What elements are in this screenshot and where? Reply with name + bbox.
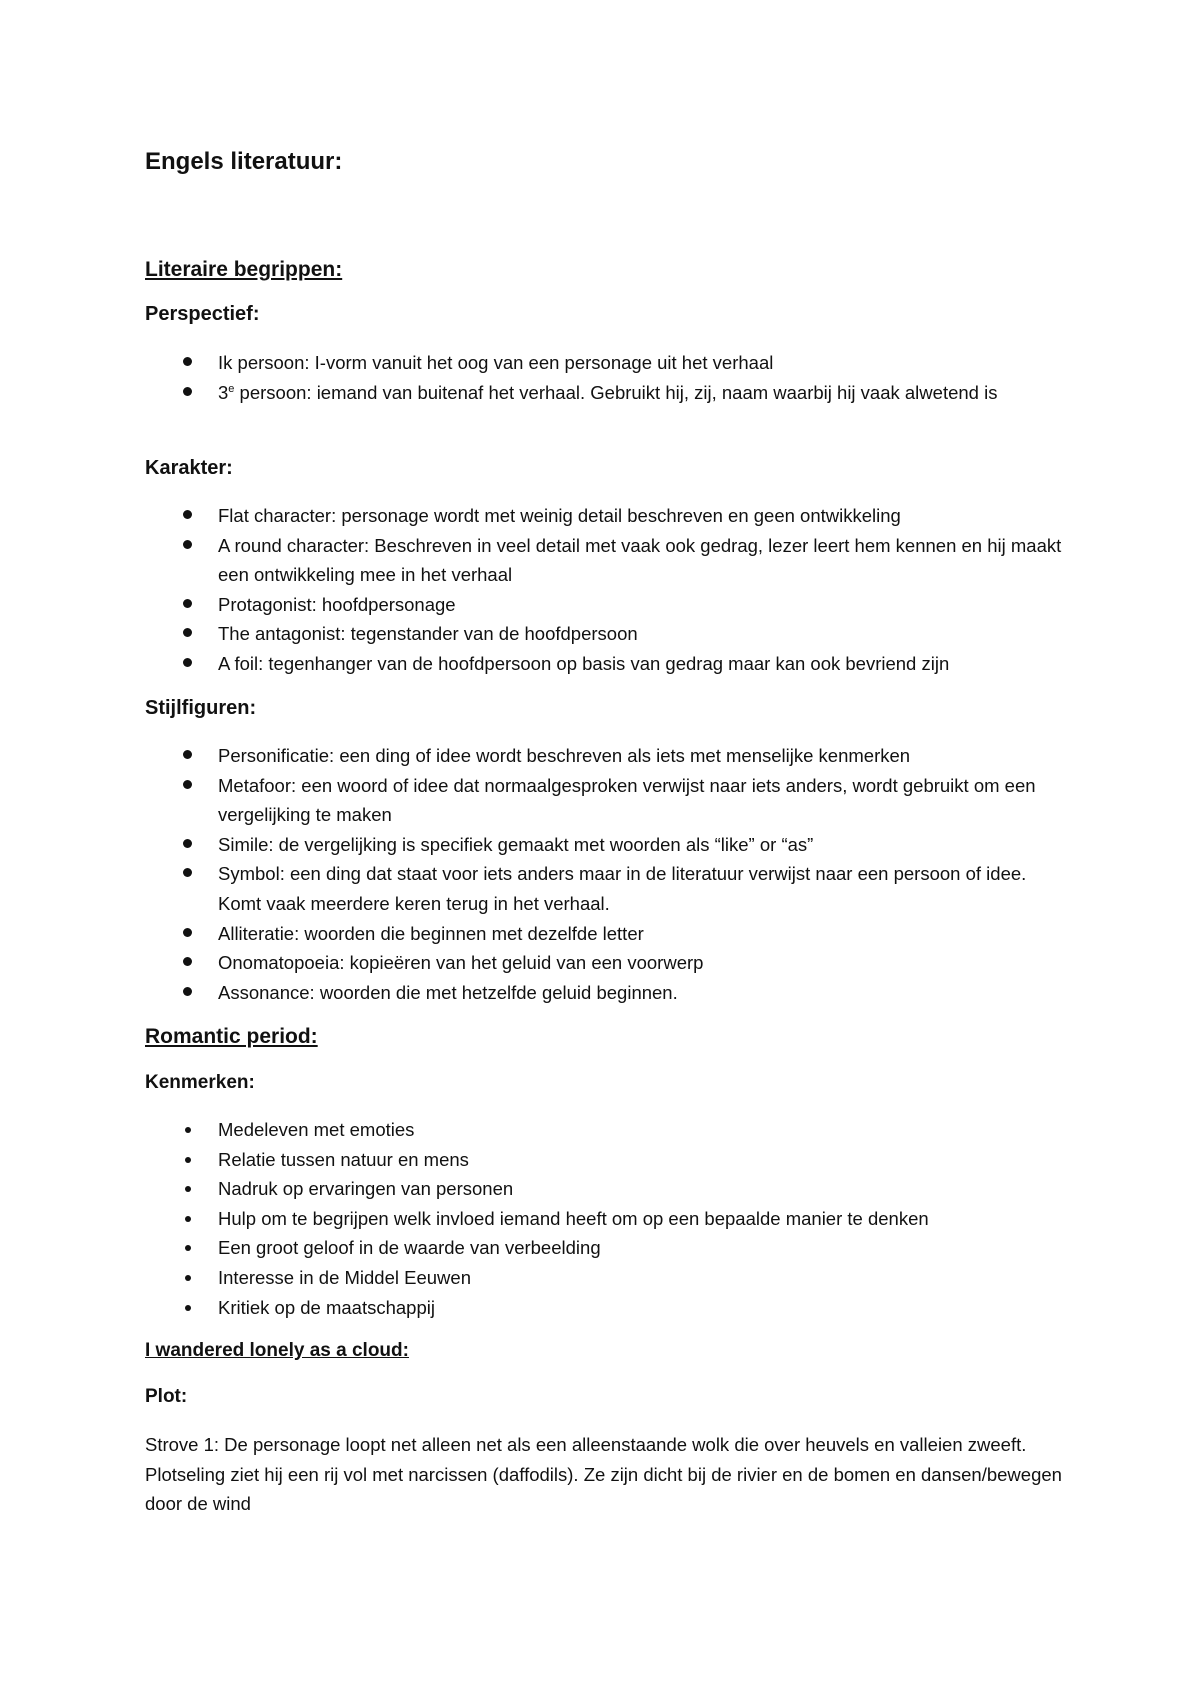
bullet-icon <box>183 750 192 759</box>
list-item: Nadruk op ervaringen van personen <box>0 1174 1200 1204</box>
list-item: Simile: de vergelijking is specifiek gemaakt met woorden als “like” or “as” <box>0 830 1200 860</box>
bullet-icon <box>183 599 192 608</box>
kenmerken-list <box>0 1115 1200 1322</box>
section-heading-literaire-begrippen: Literaire begrippen: <box>145 258 343 281</box>
bullet-icon <box>183 510 192 519</box>
list-item: Alliteratie: woorden die beginnen met dezelfde letter <box>0 919 1200 949</box>
bullet-icon <box>183 868 192 877</box>
list-item: Een groot geloof in de waarde van verbeelding <box>0 1233 1200 1263</box>
subheading-perspectief: Perspectief: <box>145 303 260 325</box>
list-item: Symbol: een ding dat staat voor iets anders maar in de literatuur verwijst naar een persoon of idee. Komt vaak meerdere keren terug in het verhaal. <box>0 859 1200 918</box>
karakter-list <box>0 501 1200 679</box>
subheading-plot: Plot: <box>145 1386 188 1407</box>
bullet-icon <box>183 387 192 396</box>
list-item: 3e persoon: iemand van buitenaf het verhaal. Gebruikt hij, zij, naam waarbij hij vaak alwetend is <box>0 378 1200 408</box>
bullet-icon <box>185 1216 191 1222</box>
subheading-karakter: Karakter: <box>145 457 233 479</box>
list-item: A foil: tegenhanger van de hoofdpersoon op basis van gedrag maar kan ook bevriend zijn <box>0 649 1200 679</box>
list-item: Hulp om te begrijpen welk invloed iemand heeft om op een bepaalde manier te denken <box>0 1204 1200 1234</box>
bullet-icon <box>185 1186 191 1192</box>
bullet-icon <box>183 928 192 937</box>
bullet-icon <box>185 1127 191 1133</box>
bullet-icon <box>183 540 192 549</box>
subheading-stijlfiguren: Stijlfiguren: <box>145 697 257 719</box>
bullet-icon <box>183 780 192 789</box>
list-item: Kritiek op de maatschappij <box>0 1293 1200 1323</box>
bullet-icon <box>185 1157 191 1163</box>
bullet-icon <box>183 357 192 366</box>
perspectief-list <box>0 348 1200 407</box>
list-item: Personificatie: een ding of idee wordt beschreven als iets met menselijke kenmerken <box>0 741 1200 771</box>
list-item: Interesse in de Middel Eeuwen <box>0 1263 1200 1293</box>
subheading-poem-title: I wandered lonely as a cloud: <box>145 1340 409 1361</box>
bullet-icon <box>185 1245 191 1251</box>
list-item: Medeleven met emoties <box>0 1115 1200 1145</box>
list-item: A round character: Beschreven in veel detail met vaak ook gedrag, lezer leert hem kennen en hij maakt een ontwikkeling mee in het verhaal <box>0 531 1200 590</box>
list-item: Metafoor: een woord of idee dat normaalgesproken verwijst naar iets anders, wordt gebruikt om een vergelijking te maken <box>0 771 1200 830</box>
list-item: Assonance: woorden die met hetzelfde geluid beginnen. <box>0 978 1200 1008</box>
bullet-icon <box>183 839 192 848</box>
list-item: The antagonist: tegenstander van de hoofdpersoon <box>0 619 1200 649</box>
bullet-icon <box>183 987 192 996</box>
stijlfiguren-list <box>0 741 1200 1007</box>
paragraph-strove-1: Strove 1: De personage loopt net alleen net als een alleenstaande wolk die over heuvels en valleien zweeft. Plotseling ziet hij een rij vol met narcissen (daffodils). Ze zijn dicht bij de rivier en de bomen en dansen/bewegen door de wind <box>145 1434 1062 1515</box>
list-item: Onomatopoeia: kopieëren van het geluid van een voorwerp <box>0 948 1200 978</box>
bullet-icon <box>185 1275 191 1281</box>
bullet-icon <box>183 658 192 667</box>
list-item: Ik persoon: I-vorm vanuit het oog van een personage uit het verhaal <box>0 348 1200 378</box>
bullet-icon <box>185 1305 191 1311</box>
bullet-icon <box>183 957 192 966</box>
document-title: Engels literatuur: <box>145 148 343 175</box>
list-item: Relatie tussen natuur en mens <box>0 1145 1200 1175</box>
section-heading-romantic-period: Romantic period: <box>145 1025 318 1048</box>
subheading-kenmerken: Kenmerken: <box>145 1072 255 1093</box>
list-item: Protagonist: hoofdpersonage <box>0 590 1200 620</box>
list-item: Flat character: personage wordt met weinig detail beschreven en geen ontwikkeling <box>0 501 1200 531</box>
bullet-icon <box>183 628 192 637</box>
